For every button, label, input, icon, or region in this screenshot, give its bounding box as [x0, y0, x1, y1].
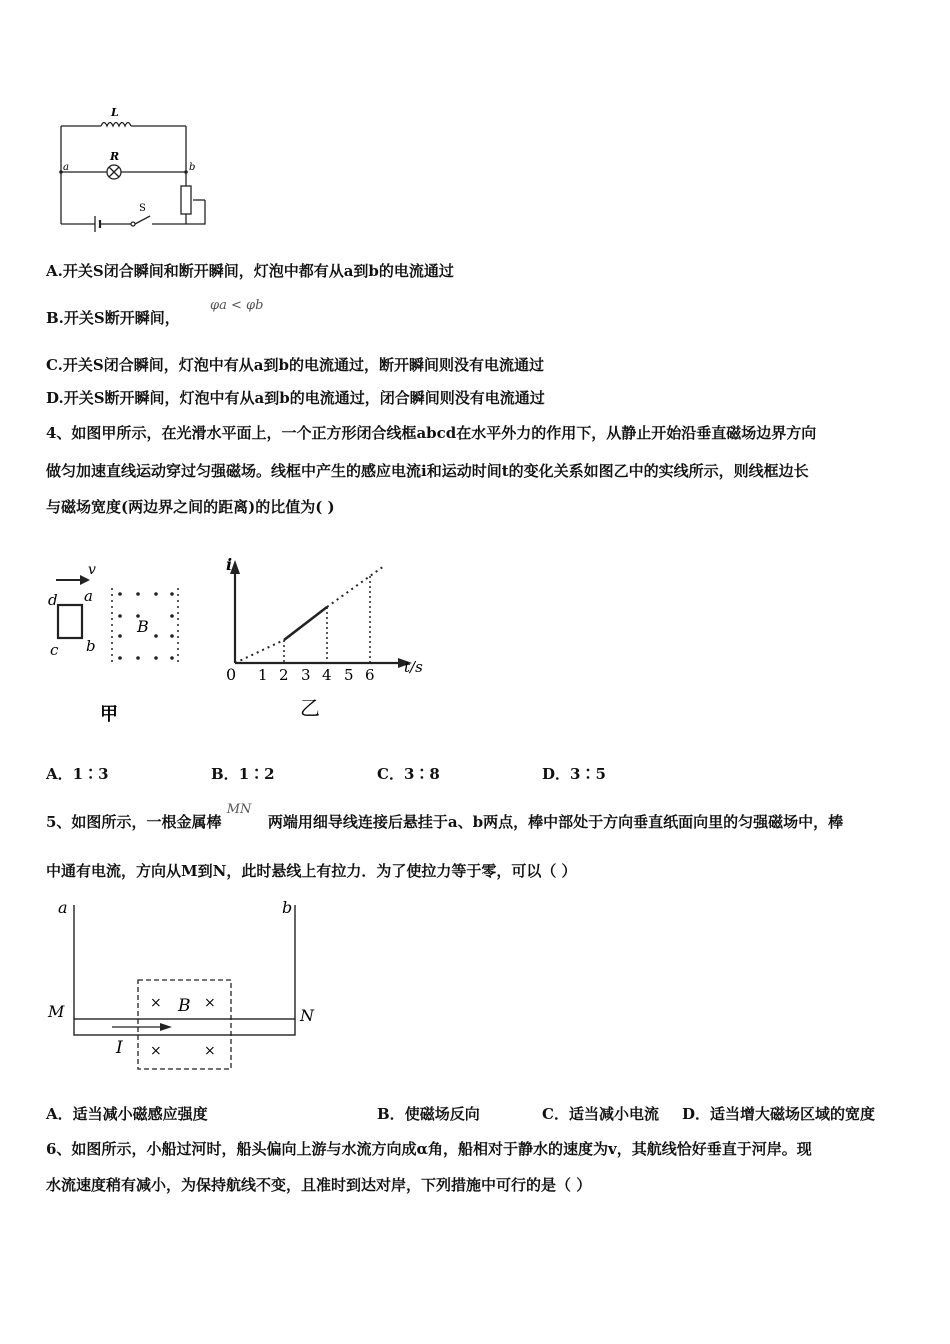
figure-yi-caption: 乙 — [300, 696, 320, 720]
q4-option-c — [377, 764, 440, 784]
tick-label: 5 — [344, 666, 354, 684]
y-axis-label: i — [226, 555, 233, 574]
option-text: 使磁场反向 — [404, 1105, 480, 1123]
tick-label: 6 — [365, 666, 375, 684]
q5-option-b — [377, 1104, 480, 1124]
x-axis-label: t/s — [404, 658, 423, 676]
coil-label-d: d — [48, 591, 58, 609]
q5-option-a — [46, 1104, 208, 1124]
option-text: 适当减小磁感应强度 — [72, 1105, 208, 1123]
option-key: C. — [46, 356, 63, 374]
option-key: C． — [377, 765, 404, 783]
rod-end-m: M — [48, 1002, 65, 1021]
circuit-label-b: b — [189, 162, 196, 173]
q5-option-c — [542, 1104, 659, 1124]
suspension-label-b: b — [282, 898, 293, 917]
option-text: 开关S闭合瞬间，灯泡中有从a到b的电流通过，断开瞬间则没有电流通过 — [62, 356, 544, 374]
field-label-b: B — [178, 996, 191, 1016]
option-key: B. — [46, 309, 64, 327]
option-text: 开关S闭合瞬间和断开瞬间，灯泡中都有从a到b的电流通过 — [62, 262, 454, 280]
field-label-b: B — [137, 617, 149, 636]
field-cross: × — [204, 1043, 216, 1059]
stem-text: 5、如图所示，一根金属棒 — [46, 813, 222, 831]
circuit-label-L: L — [111, 106, 119, 119]
rod-figure — [44, 893, 329, 1078]
q4-stem-line-1: 4、如图甲所示，在光滑水平面上，一个正方形闭合线框abcd在水平外力的作用下，从静止开始沿垂直磁场边界方向 — [46, 424, 817, 442]
rod-label: MN — [226, 802, 252, 817]
option-text: 适当增大磁场区域的宽度 — [710, 1105, 876, 1123]
potential-formula: φa < φb — [210, 298, 264, 313]
q4-option-a — [46, 764, 109, 784]
circuit-figure — [55, 98, 220, 233]
q3-option-d — [46, 388, 545, 408]
velocity-label: v — [88, 562, 96, 578]
field-cross: × — [150, 1043, 162, 1059]
option-key: A. — [46, 262, 63, 280]
option-text: 适当减小电流 — [568, 1105, 659, 1123]
figure-jia — [44, 558, 194, 728]
q4-stem-line-3: 与磁场宽度(两边界之间的距离)的比值为( ) — [46, 498, 335, 516]
q6-stem-line-2: 水流速度稍有减小，为保持航线不变，且准时到达对岸，下列措施中可行的是（ ） — [46, 1176, 592, 1194]
rod-end-n: N — [300, 1006, 314, 1025]
q4-stem-line-2: 做匀加速直线运动穿过匀强磁场。线框中产生的感应电流i和运动时间t的变化关系如图乙中的实线所示，则线框边长 — [46, 462, 809, 480]
coil-label-a: a — [84, 587, 93, 605]
q5-stem-line-2: 中通有电流，方向从M到N，此时悬线上有拉力．为了使拉力等于零，可以（ ） — [46, 862, 577, 880]
option-key: A． — [46, 1105, 73, 1123]
figure-yi — [222, 550, 437, 725]
option-key: D． — [542, 765, 571, 783]
option-text: 开关S断开瞬间，灯泡中有从a到b的电流通过，闭合瞬间则没有电流通过 — [63, 389, 545, 407]
q6-stem-line-1: 6、如图所示，小船过河时，船头偏向上游与水流方向成α角，船相对于静水的速度为v，其航线恰好垂直于河岸。现 — [46, 1140, 812, 1158]
coil-label-c: c — [50, 641, 59, 659]
q3-option-a — [46, 261, 454, 281]
field-cross: × — [150, 995, 162, 1011]
tick-label: 1 — [258, 666, 268, 684]
tick-label: 3 — [301, 666, 311, 684]
option-key: C． — [542, 1105, 569, 1123]
option-key: B． — [377, 1105, 405, 1123]
suspension-label-a: a — [58, 898, 68, 917]
option-key: A． — [46, 765, 73, 783]
coil-label-b: b — [86, 637, 96, 655]
circuit-label-R: R — [110, 150, 120, 163]
q4-option-b — [211, 764, 275, 784]
stem-text: 两端用细导线连接后悬挂于a、b两点，棒中部处于方向垂直纸面向里的匀强磁场中，棒 — [267, 813, 844, 831]
tick-label: 2 — [279, 666, 289, 684]
option-key: B． — [211, 765, 239, 783]
option-text: 开关S断开瞬间， — [63, 309, 180, 327]
field-cross: × — [204, 995, 216, 1011]
current-label: I — [116, 1038, 123, 1058]
option-text: 1∶2 — [238, 765, 275, 783]
origin-label: 0 — [226, 665, 237, 684]
figure-jia-caption: 甲 — [100, 704, 118, 725]
circuit-label-s: S — [139, 203, 146, 214]
option-key: D. — [46, 389, 64, 407]
option-text: 3∶5 — [570, 765, 606, 783]
q5-stem-line-1 — [46, 802, 844, 834]
q3-option-c — [46, 355, 544, 375]
option-text: 1∶3 — [72, 765, 109, 783]
q5-option-d — [682, 1104, 875, 1124]
q4-option-d — [542, 764, 606, 784]
circuit-label-a: a — [63, 162, 69, 173]
q3-option-b — [46, 298, 264, 328]
option-key: D． — [682, 1105, 711, 1123]
tick-label: 4 — [322, 666, 332, 684]
option-text: 3∶8 — [403, 765, 440, 783]
